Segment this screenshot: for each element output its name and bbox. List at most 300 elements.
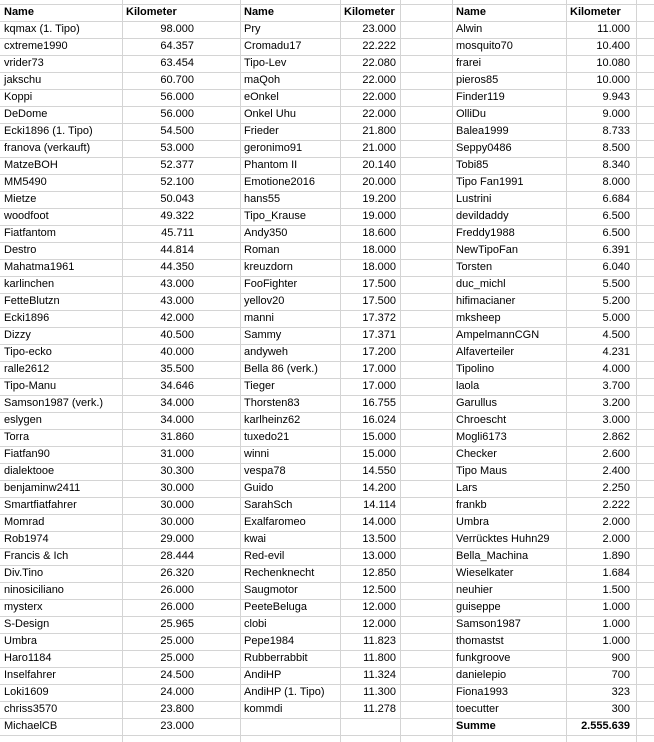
name-cell[interactable]: laola: [456, 380, 480, 392]
kilometer-cell[interactable]: 19.200: [362, 193, 396, 205]
kilometer-cell[interactable]: 50.043: [160, 193, 194, 205]
name-cell[interactable]: benjaminw2411: [4, 482, 81, 494]
kilometer-cell[interactable]: 44.814: [160, 244, 194, 256]
kilometer-cell[interactable]: 9.000: [602, 108, 630, 120]
name-cell[interactable]: Pepe1984: [244, 635, 295, 647]
name-cell[interactable]: Rechenknecht: [244, 567, 315, 579]
name-cell[interactable]: Haro1184: [4, 652, 52, 664]
kilometer-cell[interactable]: 25.000: [160, 652, 194, 664]
table-row: [0, 650, 654, 667]
name-cell[interactable]: Alfaverteiler: [456, 346, 515, 358]
table-row: [0, 361, 654, 378]
kilometer-cell[interactable]: 44.350: [160, 261, 194, 273]
name-cell[interactable]: Dizzy: [4, 329, 31, 341]
kilometer-cell[interactable]: 11.823: [363, 635, 396, 647]
table-row: [0, 276, 654, 293]
name-cell[interactable]: Thorsten83: [244, 397, 300, 409]
name-cell[interactable]: Tipo_Krause: [244, 210, 306, 222]
row-gridline: [0, 735, 654, 736]
name-cell[interactable]: PeeteBeluga: [244, 601, 307, 613]
kilometer-cell[interactable]: 24.000: [160, 686, 194, 698]
name-cell[interactable]: Red-evil: [244, 550, 285, 562]
kilometer-cell[interactable]: 10.080: [596, 57, 630, 69]
name-cell[interactable]: Balea1999: [456, 125, 509, 137]
name-cell[interactable]: jakschu: [4, 74, 42, 86]
name-cell[interactable]: Phantom II: [244, 159, 298, 171]
name-cell[interactable]: neuhier: [456, 584, 493, 596]
table-row: [0, 548, 654, 565]
kilometer-cell[interactable]: 6.500: [602, 227, 630, 239]
name-cell[interactable]: Loki1609: [4, 686, 49, 698]
name-cell[interactable]: Ecki1896: [4, 312, 50, 324]
name-cell[interactable]: Finder119: [456, 91, 505, 103]
kilometer-cell[interactable]: 1.000: [602, 635, 630, 647]
name-cell[interactable]: hifimacianer: [456, 295, 516, 307]
name-cell[interactable]: Garullus: [456, 397, 497, 409]
table-row: [0, 565, 654, 582]
name-cell[interactable]: Fiona1993: [456, 686, 508, 698]
kilometer-cell[interactable]: 2.000: [602, 516, 630, 528]
name-cell[interactable]: AndiHP (1. Tipo): [244, 686, 325, 698]
name-cell[interactable]: mysterx: [4, 601, 43, 613]
kilometer-cell[interactable]: 34.646: [160, 380, 194, 392]
name-cell[interactable]: Rob1974: [4, 533, 49, 545]
table-row: [0, 55, 654, 72]
kilometer-cell[interactable]: 20.000: [362, 176, 396, 188]
kilometer-cell[interactable]: 8.000: [602, 176, 630, 188]
name-cell[interactable]: Tieger: [244, 380, 275, 392]
name-cell[interactable]: Wieselkater: [456, 567, 514, 579]
table-row: [0, 497, 654, 514]
table-row: [0, 259, 654, 276]
table-row: [0, 480, 654, 497]
table-row: [0, 667, 654, 684]
kilometer-cell[interactable]: 34.000: [160, 397, 194, 409]
kilometer-cell[interactable]: 2.862: [602, 431, 630, 443]
kilometer-cell[interactable]: 26.320: [160, 567, 194, 579]
table-row: [0, 208, 654, 225]
name-cell[interactable]: Umbra: [456, 516, 490, 528]
kilometer-cell[interactable]: 1.500: [602, 584, 630, 596]
table-row: [0, 701, 654, 718]
kilometer-cell[interactable]: 30.000: [160, 482, 194, 494]
name-cell[interactable]: toecutter: [456, 703, 499, 715]
kilometer-cell[interactable]: 22.000: [362, 74, 396, 86]
kilometer-cell[interactable]: 23.000: [362, 23, 396, 35]
table-row: [0, 616, 654, 633]
kilometer-cell[interactable]: 1.000: [602, 601, 630, 613]
name-cell[interactable]: FooFighter: [244, 278, 298, 290]
name-cell[interactable]: Lustrini: [456, 193, 492, 205]
name-cell[interactable]: Smartfiatfahrer: [4, 499, 77, 511]
kilometer-cell[interactable]: 14.550: [362, 465, 396, 477]
name-cell[interactable]: Destro: [4, 244, 37, 256]
name-cell[interactable]: Lars: [456, 482, 478, 494]
name-cell[interactable]: Tipo Fan1991: [456, 176, 524, 188]
name-cell[interactable]: Alwin: [456, 23, 483, 35]
name-cell[interactable]: Summe: [456, 720, 496, 732]
kilometer-cell[interactable]: 900: [611, 652, 630, 664]
kilometer-cell[interactable]: 43.000: [160, 278, 194, 290]
table-row: [0, 446, 654, 463]
table-row: [0, 72, 654, 89]
table-row: [0, 463, 654, 480]
kilometer-cell[interactable]: 31.000: [160, 448, 194, 460]
table-row: [0, 191, 654, 208]
kilometer-cell[interactable]: 8.733: [602, 125, 630, 137]
kilometer-cell[interactable]: 42.000: [160, 312, 194, 324]
name-cell[interactable]: danielepio: [456, 669, 507, 681]
kilometer-cell[interactable]: 30.300: [160, 465, 194, 477]
table-row: [0, 225, 654, 242]
name-cell[interactable]: vrider73: [4, 57, 44, 69]
kilometer-cell[interactable]: 1.890: [602, 550, 630, 562]
name-cell[interactable]: S-Design: [4, 618, 50, 630]
kilometer-cell[interactable]: 30.000: [160, 499, 194, 511]
kilometer-cell[interactable]: 6.500: [602, 210, 630, 222]
kilometer-cell[interactable]: 63.454: [160, 57, 194, 69]
kilometer-cell[interactable]: 17.200: [362, 346, 396, 358]
kilometer-cell[interactable]: 300: [611, 703, 630, 715]
kilometer-cell[interactable]: 15.000: [362, 448, 396, 460]
name-cell[interactable]: Freddy1988: [456, 227, 515, 239]
name-cell[interactable]: Tipo-Manu: [4, 380, 57, 392]
header-name-1[interactable]: Name: [4, 6, 34, 18]
name-cell[interactable]: duc_michl: [456, 278, 506, 290]
kilometer-cell[interactable]: 21.800: [362, 125, 396, 137]
name-cell[interactable]: Saugmotor: [244, 584, 298, 596]
kilometer-cell[interactable]: 14.000: [362, 516, 396, 528]
name-cell[interactable]: Div.Tino: [4, 567, 44, 579]
kilometer-cell[interactable]: 40.500: [160, 329, 194, 341]
name-cell[interactable]: Exalfaromeo: [244, 516, 306, 528]
kilometer-cell[interactable]: 23.000: [160, 720, 194, 732]
kilometer-cell[interactable]: 17.500: [362, 295, 396, 307]
kilometer-cell[interactable]: 5.000: [602, 312, 630, 324]
name-cell[interactable]: clobi: [244, 618, 267, 630]
name-cell[interactable]: MichaelCB: [4, 720, 58, 732]
kilometer-cell[interactable]: 6.040: [602, 261, 630, 273]
kilometer-cell[interactable]: 24.500: [160, 669, 194, 681]
name-cell[interactable]: Emotione2016: [244, 176, 315, 188]
name-cell[interactable]: Verrücktes Huhn29: [456, 533, 550, 545]
kilometer-cell[interactable]: 2.400: [602, 465, 630, 477]
name-cell[interactable]: dialektooe: [4, 465, 55, 477]
name-cell[interactable]: Umbra: [4, 635, 38, 647]
kilometer-cell[interactable]: 98.000: [160, 23, 194, 35]
name-cell[interactable]: Tipo-ecko: [4, 346, 52, 358]
kilometer-cell[interactable]: 13.500: [362, 533, 396, 545]
header-km-3[interactable]: Kilometer: [570, 6, 621, 18]
kilometer-cell[interactable]: 9.943: [602, 91, 630, 103]
table-row: [0, 718, 654, 735]
name-cell[interactable]: Chroescht: [456, 414, 507, 426]
name-cell[interactable]: OlliDu: [456, 108, 486, 120]
name-cell[interactable]: kwai: [244, 533, 267, 545]
name-cell[interactable]: winni: [244, 448, 270, 460]
name-cell[interactable]: AmpelmannCGN: [456, 329, 540, 341]
kilometer-cell[interactable]: 6.684: [602, 193, 630, 205]
name-cell[interactable]: Bella 86 (verk.): [244, 363, 318, 375]
kilometer-cell[interactable]: 56.000: [160, 91, 194, 103]
header-km-1[interactable]: Kilometer: [126, 6, 177, 18]
header-km-2[interactable]: Kilometer: [344, 6, 395, 18]
table-row: [0, 531, 654, 548]
kilometer-cell[interactable]: 19.000: [362, 210, 396, 222]
name-cell[interactable]: woodfoot: [4, 210, 49, 222]
kilometer-cell[interactable]: 25.000: [160, 635, 194, 647]
name-cell[interactable]: Fiatfantom: [4, 227, 56, 239]
kilometer-cell[interactable]: 11.000: [597, 23, 630, 35]
name-cell[interactable]: Torsten: [456, 261, 493, 273]
kilometer-cell[interactable]: 60.700: [160, 74, 194, 86]
name-cell[interactable]: funkgroove: [456, 652, 511, 664]
kilometer-cell[interactable]: 17.000: [362, 380, 396, 392]
name-cell[interactable]: Guido: [244, 482, 274, 494]
kilometer-cell[interactable]: 8.340: [602, 159, 630, 171]
name-cell[interactable]: ninosiciliano: [4, 584, 64, 596]
kilometer-cell[interactable]: 11.800: [363, 652, 396, 664]
name-cell[interactable]: Tipolino: [456, 363, 495, 375]
name-cell[interactable]: AndiHP: [244, 669, 282, 681]
name-cell[interactable]: Tipo-Lev: [244, 57, 287, 69]
kilometer-cell[interactable]: 700: [611, 669, 630, 681]
kilometer-cell[interactable]: 26.000: [160, 601, 194, 613]
name-cell[interactable]: manni: [244, 312, 274, 324]
name-cell[interactable]: Samson1987: [456, 618, 521, 630]
kilometer-cell[interactable]: 31.860: [160, 431, 194, 443]
table-row: [0, 378, 654, 395]
kilometer-cell[interactable]: 8.500: [602, 142, 630, 154]
name-cell[interactable]: MatzeBOH: [4, 159, 58, 171]
kilometer-cell[interactable]: 11.324: [363, 669, 396, 681]
table-row: [0, 327, 654, 344]
kilometer-cell[interactable]: 1.000: [602, 618, 630, 630]
table-row: [0, 599, 654, 616]
kilometer-cell[interactable]: 5.500: [602, 278, 630, 290]
kilometer-cell[interactable]: 17.371: [362, 329, 396, 341]
name-cell[interactable]: MM5490: [4, 176, 47, 188]
table-row: [0, 174, 654, 191]
name-cell[interactable]: Fiatfan90: [4, 448, 50, 460]
kilometer-cell[interactable]: 22.000: [362, 91, 396, 103]
kilometer-cell[interactable]: 2.222: [602, 499, 630, 511]
kilometer-cell[interactable]: 56.000: [160, 108, 194, 120]
name-cell[interactable]: chriss3570: [4, 703, 58, 715]
name-cell[interactable]: Tobi85: [456, 159, 489, 171]
kilometer-cell[interactable]: 2.555.639: [581, 720, 630, 732]
name-cell[interactable]: kreuzdorn: [244, 261, 293, 273]
table-row: [0, 395, 654, 412]
table-row: [0, 242, 654, 259]
kilometer-cell[interactable]: 49.322: [160, 210, 194, 222]
name-cell[interactable]: geronimo91: [244, 142, 303, 154]
name-cell[interactable]: kommdi: [244, 703, 283, 715]
kilometer-cell[interactable]: 2.000: [602, 533, 630, 545]
table-row: [0, 344, 654, 361]
name-cell[interactable]: FetteBlutzn: [4, 295, 60, 307]
kilometer-cell[interactable]: 34.000: [160, 414, 194, 426]
kilometer-cell[interactable]: 14.114: [363, 499, 396, 511]
name-cell[interactable]: ralle2612: [4, 363, 50, 375]
kilometer-cell[interactable]: 12.000: [362, 601, 396, 613]
kilometer-cell[interactable]: 52.377: [160, 159, 194, 171]
kilometer-cell[interactable]: 52.100: [160, 176, 194, 188]
table-row: [0, 89, 654, 106]
kilometer-cell[interactable]: 2.250: [602, 482, 630, 494]
table-row: [0, 38, 654, 55]
name-cell[interactable]: yellov20: [244, 295, 285, 307]
name-cell[interactable]: kqmax (1. Tipo): [4, 23, 80, 35]
table-row: [0, 412, 654, 429]
name-cell[interactable]: SarahSch: [244, 499, 293, 511]
kilometer-cell[interactable]: 15.000: [362, 431, 396, 443]
name-cell[interactable]: frarei: [456, 57, 482, 69]
name-cell[interactable]: NewTipoFan: [456, 244, 518, 256]
name-cell[interactable]: cxtreme1990: [4, 40, 68, 52]
name-cell[interactable]: Frieder: [244, 125, 279, 137]
kilometer-cell[interactable]: 11.278: [363, 703, 396, 715]
kilometer-cell[interactable]: 4.500: [602, 329, 630, 341]
kilometer-cell[interactable]: 40.000: [160, 346, 194, 358]
name-cell[interactable]: Mietze: [4, 193, 37, 205]
kilometer-cell[interactable]: 22.080: [362, 57, 396, 69]
name-cell[interactable]: karlheinz62: [244, 414, 301, 426]
kilometer-cell[interactable]: 28.444: [160, 550, 194, 562]
kilometer-cell[interactable]: 26.000: [160, 584, 194, 596]
name-cell[interactable]: mksheep: [456, 312, 501, 324]
kilometer-cell[interactable]: 4.000: [602, 363, 630, 375]
kilometer-cell[interactable]: 21.000: [362, 142, 396, 154]
kilometer-cell[interactable]: 17.500: [362, 278, 396, 290]
kilometer-cell[interactable]: 11.300: [363, 686, 396, 698]
name-cell[interactable]: devildaddy: [456, 210, 509, 222]
table-row: [0, 684, 654, 701]
kilometer-cell[interactable]: 3.000: [602, 414, 630, 426]
kilometer-cell[interactable]: 20.140: [362, 159, 396, 171]
table-row: [0, 140, 654, 157]
kilometer-cell[interactable]: 22.000: [362, 108, 396, 120]
kilometer-cell[interactable]: 1.684: [602, 567, 630, 579]
kilometer-cell[interactable]: 6.391: [602, 244, 630, 256]
name-cell[interactable]: guiseppe: [456, 601, 501, 613]
table-row: [0, 157, 654, 174]
name-cell[interactable]: Tipo Maus: [456, 465, 507, 477]
kilometer-cell[interactable]: 16.755: [362, 397, 396, 409]
table-row: [0, 106, 654, 123]
kilometer-cell[interactable]: 25.965: [160, 618, 194, 630]
name-cell[interactable]: hans55: [244, 193, 281, 205]
name-cell[interactable]: tuxedo21: [244, 431, 290, 443]
kilometer-cell[interactable]: 4.231: [602, 346, 630, 358]
table-row: [0, 123, 654, 140]
kilometer-cell[interactable]: 12.000: [362, 618, 396, 630]
header-name-2[interactable]: Name: [244, 6, 274, 18]
kilometer-cell[interactable]: 17.372: [362, 312, 396, 324]
name-cell[interactable]: maQoh: [244, 74, 281, 86]
table-row: [0, 293, 654, 310]
kilometer-cell[interactable]: 5.200: [602, 295, 630, 307]
kilometer-cell[interactable]: 43.000: [160, 295, 194, 307]
name-cell[interactable]: DeDome: [4, 108, 48, 120]
kilometer-cell[interactable]: 12.850: [362, 567, 396, 579]
kilometer-cell[interactable]: 18.000: [362, 261, 396, 273]
name-cell[interactable]: Mahatma1961: [4, 261, 75, 273]
name-cell[interactable]: Koppi: [4, 91, 33, 103]
kilometer-cell[interactable]: 30.000: [160, 516, 194, 528]
kilometer-cell[interactable]: 2.600: [602, 448, 630, 460]
name-cell[interactable]: Rubberrabbit: [244, 652, 308, 664]
table-row: [0, 633, 654, 650]
name-cell[interactable]: Bella_Machina: [456, 550, 529, 562]
table-row: [0, 429, 654, 446]
name-cell[interactable]: Samson1987 (verk.): [4, 397, 104, 409]
kilometer-cell[interactable]: 13.000: [362, 550, 396, 562]
name-cell[interactable]: andyweh: [244, 346, 289, 358]
name-cell[interactable]: Momrad: [4, 516, 45, 528]
kilometer-cell[interactable]: 45.711: [161, 227, 194, 239]
kilometer-cell[interactable]: 23.800: [160, 703, 194, 715]
kilometer-cell[interactable]: 18.000: [362, 244, 396, 256]
name-cell[interactable]: eslygen: [4, 414, 42, 426]
name-cell[interactable]: pieros85: [456, 74, 499, 86]
kilometer-cell[interactable]: 35.500: [160, 363, 194, 375]
name-cell[interactable]: Inselfahrer: [4, 669, 56, 681]
name-cell[interactable]: thomastst: [456, 635, 504, 647]
table-row: [0, 514, 654, 531]
header-row: [0, 4, 654, 21]
kilometer-cell[interactable]: 64.357: [160, 40, 194, 52]
kilometer-cell[interactable]: 17.000: [362, 363, 396, 375]
name-cell[interactable]: frankb: [456, 499, 487, 511]
table-row: [0, 21, 654, 38]
kilometer-cell[interactable]: 3.200: [602, 397, 630, 409]
name-cell[interactable]: Ecki1896 (1. Tipo): [4, 125, 93, 137]
kilometer-cell[interactable]: 10.400: [596, 40, 630, 52]
name-cell[interactable]: Roman: [244, 244, 280, 256]
name-cell[interactable]: Cromadu17: [244, 40, 302, 52]
table-row: [0, 310, 654, 327]
kilometer-cell[interactable]: 54.500: [160, 125, 194, 137]
kilometer-cell[interactable]: 10.000: [596, 74, 630, 86]
header-name-3[interactable]: Name: [456, 6, 486, 18]
kilometer-cell[interactable]: 18.600: [362, 227, 396, 239]
kilometer-cell[interactable]: 22.222: [362, 40, 396, 52]
kilometer-cell[interactable]: 29.000: [160, 533, 194, 545]
name-cell[interactable]: Seppy0486: [456, 142, 512, 154]
name-cell[interactable]: Sammy: [244, 329, 282, 341]
name-cell[interactable]: franova (verkauft): [4, 142, 91, 154]
name-cell[interactable]: Francis & Ich: [4, 550, 69, 562]
name-cell[interactable]: karlinchen: [4, 278, 55, 290]
kilometer-cell[interactable]: 16.024: [362, 414, 396, 426]
name-cell[interactable]: Onkel Uhu: [244, 108, 296, 120]
name-cell[interactable]: mosquito70: [456, 40, 513, 52]
kilometer-cell[interactable]: 53.000: [160, 142, 194, 154]
kilometer-cell[interactable]: 14.200: [362, 482, 396, 494]
kilometer-cell[interactable]: 3.700: [602, 380, 630, 392]
name-cell[interactable]: Mogli6173: [456, 431, 507, 443]
name-cell[interactable]: Torra: [4, 431, 30, 443]
kilometer-cell[interactable]: [300, 718, 400, 735]
kilometer-cell[interactable]: 12.500: [362, 584, 396, 596]
name-cell[interactable]: Pry: [244, 23, 261, 35]
name-cell[interactable]: vespa78: [244, 465, 286, 477]
name-cell[interactable]: eOnkel: [244, 91, 279, 103]
name-cell[interactable]: Andy350: [244, 227, 288, 239]
kilometer-cell[interactable]: 323: [611, 686, 630, 698]
name-cell[interactable]: Checker: [456, 448, 497, 460]
